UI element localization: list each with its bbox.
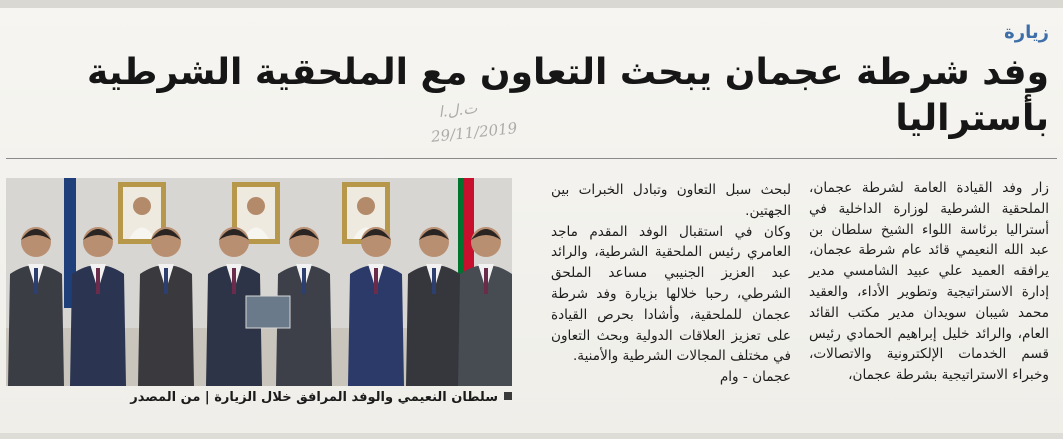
bottom-margin-band bbox=[0, 433, 1063, 439]
caption-separator: | bbox=[204, 390, 210, 405]
photo-plaque bbox=[246, 296, 290, 328]
section-category: زيارة bbox=[1004, 22, 1049, 43]
handwritten-note-line-2: 29/11/2019 bbox=[430, 118, 519, 146]
header-divider bbox=[6, 158, 1057, 159]
article-column-right bbox=[809, 178, 1049, 386]
photo-credit: من المصدر bbox=[130, 390, 201, 405]
article-paragraph-2: لبحث سبل التعاون وتبادل الخبرات بين الجهتين. bbox=[551, 182, 791, 219]
article-column-middle bbox=[551, 180, 791, 388]
handwritten-note-line-1: ت.ل.ا bbox=[437, 98, 479, 121]
article-headline: وفد شرطة عجمان يبحث التعاون مع الملحقية الشرطية بأستراليا bbox=[87, 52, 1049, 139]
group-photo-illustration bbox=[6, 178, 512, 386]
article-paragraph-1: زار وفد القيادة العامة لشرطة عجمان، الملحقية الشرطية لوزارة الداخلية في أستراليا برئاسة اللواء الشيخ سلطان بن عبد الله النعيمي قائد عام شرطة عجمان، يرافقه العميد علي عبيد الشامسي مدير إدارة الاستراتيجية وتطوير الأداء، والعقيد محمد شيبان سويدان مدير مكتب القائد العام، والرائد خليل إبراهيم الحمادي رئيس قسم الخدمات الإلكترونية والاتصالات، وخبراء الاستراتيجية بشرطة عجمان، bbox=[809, 180, 1049, 384]
top-margin-band bbox=[0, 0, 1063, 8]
article-dateline: عجمان - وام bbox=[719, 369, 791, 386]
article-paragraph-3: وكان في استقبال الوفد المقدم ماجد العامري رئيس الملحقية الشرطية، والرائد عبد العزيز الجنيبي مساعد الملحق الشرطي، رحبا خلالها بزيارة وفد شرطة عجمان للملحقية، وأشادا بحرص القيادة على تعزيز العلاقات الدولية وبحث التعاون في مختلف المجالات الشرطية والأمنية. bbox=[551, 223, 791, 365]
photo-caption bbox=[6, 387, 512, 409]
article-photo bbox=[6, 178, 512, 386]
photo-caption-text: سلطان النعيمي والوفد المرافق خلال الزيارة bbox=[214, 390, 498, 405]
caption-bullet-icon bbox=[504, 392, 512, 400]
